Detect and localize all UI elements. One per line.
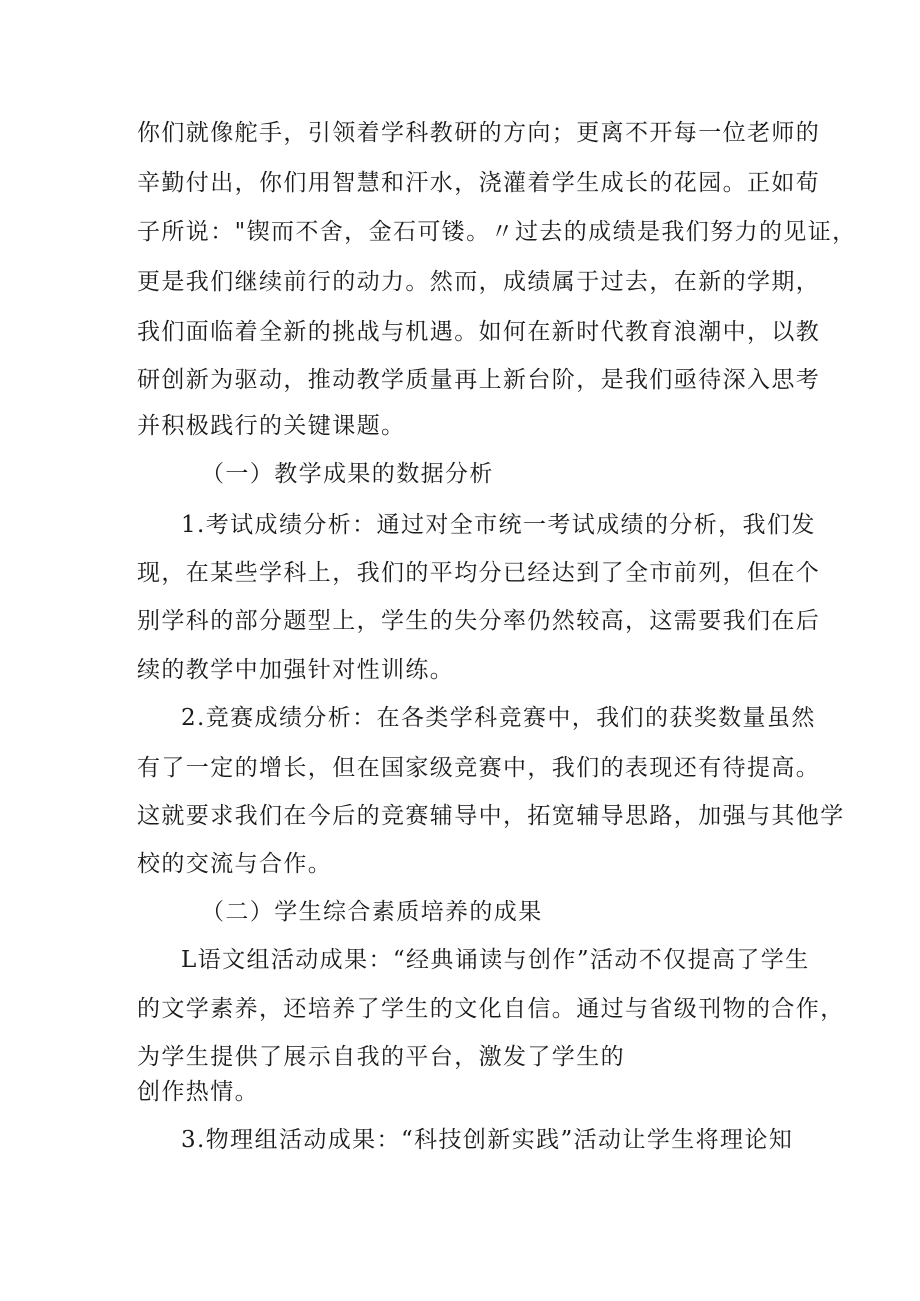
- paragraph-line: 3.物理组活动成果：“科技创新实践”活动让学生将理论知: [181, 1127, 794, 1153]
- paragraph-line: 研创新为驱动，推动教学质量再上新台阶，是我们亟待深入思考: [137, 367, 821, 393]
- paragraph-line: 这就要求我们在今后的竞赛辅导中，拓宽辅导思路，加强与其他学: [137, 803, 845, 829]
- paragraph-line: 子所说："锲而不舍，金石可镂。〃过去的成绩是我们努力的见证，: [137, 219, 857, 245]
- paragraph-line: 你们就像舵手，引领着学科教研的方向；更离不开每一位老师的: [137, 120, 821, 146]
- paragraph-line: 的文学素养，还培养了学生的文化自信。通过与省级刊物的合作，: [137, 996, 845, 1022]
- paragraph-line: 为学生提供了展示自我的平台，激发了学生的: [137, 1044, 625, 1070]
- paragraph-line: 更是我们继续前行的动力。然而，成绩属于过去，在新的学期，: [137, 269, 821, 295]
- paragraph-line: 别学科的部分题型上，学生的失分率仍然较高，这需要我们在后: [137, 608, 821, 634]
- paragraph-line: 1.考试成绩分析：通过对全市统一考试成绩的分析，我们发: [181, 512, 816, 538]
- paragraph-line: 2.竞赛成绩分析：在各类学科竞赛中，我们的获奖数量虽然: [181, 705, 816, 731]
- paragraph-line: 创作热情。: [137, 1079, 259, 1105]
- section-heading: （一）教学成果的数据分析: [201, 461, 494, 487]
- paragraph-line: 辛勤付出，你们用智慧和汗水，浇灌着学生成长的花园。正如荀: [137, 170, 821, 196]
- paragraph-line: 并积极践行的关键课题。: [137, 413, 406, 439]
- paragraph-line: 现，在某些学科上，我们的平均分已经达到了全市前列，但在个: [137, 560, 821, 586]
- paragraph-line: L语文组活动成果：“经典诵读与创作”活动不仅提高了学生: [181, 947, 810, 973]
- paragraph-line: 我们面临着全新的挑战与机遇。如何在新时代教育浪潮中，以教: [137, 319, 821, 345]
- section-heading: （二）学生综合素质培养的成果: [201, 899, 543, 925]
- paragraph-line: 有了一定的增长，但在国家级竞赛中，我们的表现还有待提高。: [137, 755, 821, 781]
- paragraph-line: 校的交流与合作。: [137, 851, 333, 877]
- paragraph-line: 续的教学中加强针对性训练。: [137, 657, 455, 683]
